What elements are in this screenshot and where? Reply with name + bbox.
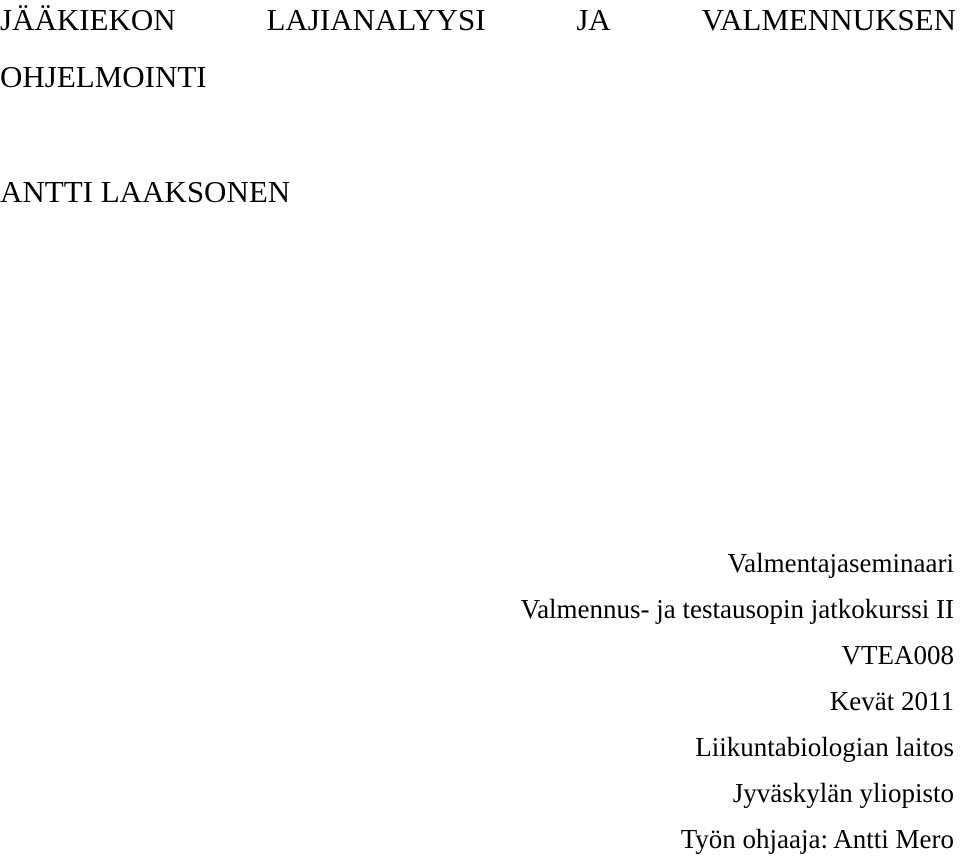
document-title (0, 0, 956, 97)
department: Liikuntabiologian laitos (695, 732, 954, 762)
seminar-name: Valmentajaseminaari (727, 548, 954, 578)
supervisor: Työn ohjaaja: Antti Mero (680, 824, 954, 854)
author-name: ANTTI LAAKSONEN (0, 174, 291, 209)
title-line-1 (0, 0, 956, 40)
title-word: LAJIANALYYSI (266, 2, 486, 37)
title-word: JÄÄKIEKON (0, 2, 176, 37)
title-word: JA (576, 2, 611, 37)
course-code: VTEA008 (841, 640, 954, 670)
semester: Kevät 2011 (829, 686, 954, 716)
university: Jyväskylän yliopisto (732, 778, 954, 808)
title-word: VALMENNUKSEN (701, 2, 956, 37)
info-block (354, 540, 954, 862)
course-name: Valmennus- ja testausopin jatkokurssi II (520, 594, 954, 624)
title-line-2: OHJELMOINTI (0, 59, 207, 94)
